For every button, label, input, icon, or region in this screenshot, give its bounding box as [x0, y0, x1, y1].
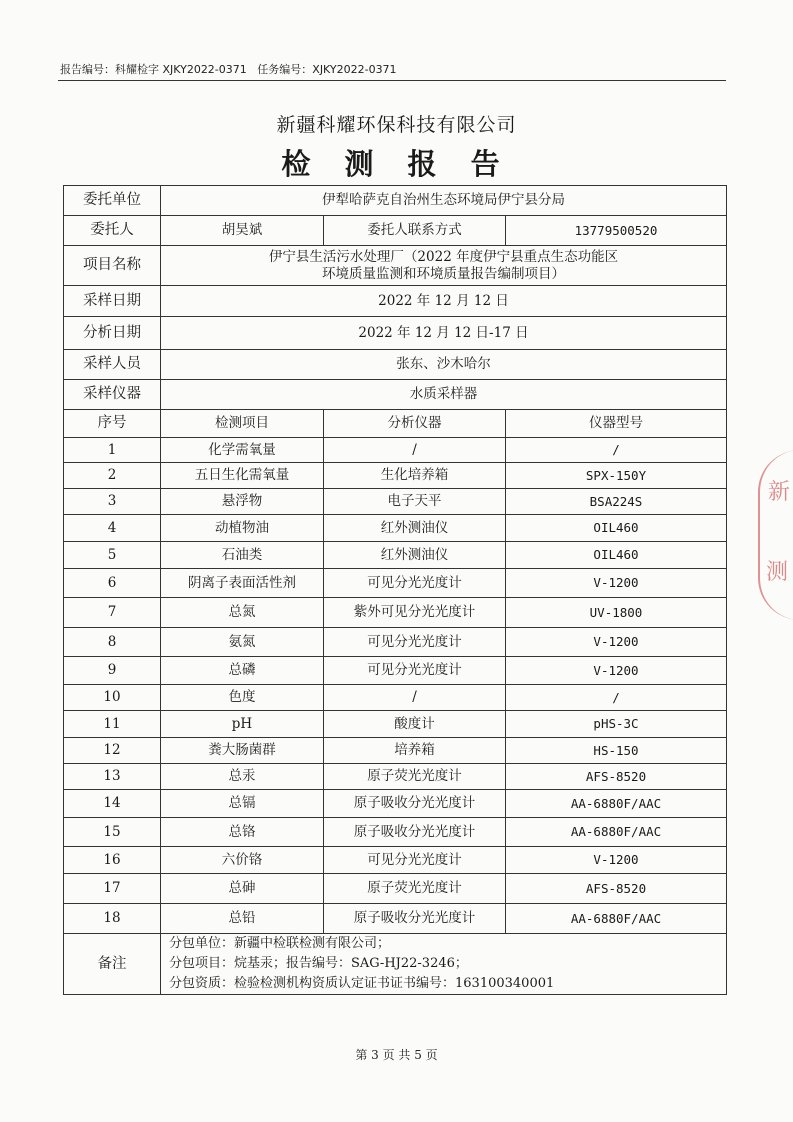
- row-instrument: /: [324, 685, 506, 711]
- table-row: [64, 711, 727, 738]
- remarks-label: 备注: [64, 934, 161, 995]
- client-label: 委托单位: [64, 186, 161, 216]
- row-instrument: 紫外可见分光光度计: [324, 598, 506, 628]
- remarks-line-1: 分包单位：新疆中检联检测有限公司；: [169, 936, 391, 951]
- table-row: [64, 818, 727, 847]
- row-number: 10: [64, 685, 161, 711]
- contact-person-label: 委托人: [64, 216, 161, 246]
- sampling-date-label: 采样日期: [64, 286, 161, 317]
- project-line-1: 伊宁县生活污水处理厂（2022 年度伊宁县重点生态功能区: [268, 248, 619, 265]
- row-instrument: 可见分光光度计: [324, 628, 506, 657]
- row-instrument: 可见分光光度计: [324, 847, 506, 874]
- row-number: 7: [64, 598, 161, 628]
- row-test-item: 总铬: [161, 818, 324, 847]
- row-number: 6: [64, 569, 161, 598]
- row-instrument: 原子荧光光度计: [324, 764, 506, 790]
- row-instrument: 酸度计: [324, 711, 506, 738]
- project-value: [161, 246, 727, 286]
- row-model: AA-6880F/AAC: [506, 904, 727, 934]
- table-row: [64, 904, 727, 934]
- row-model: SPX-150Y: [506, 463, 727, 489]
- row-model: AFS-8520: [506, 874, 727, 904]
- row-test-item: 总汞: [161, 764, 324, 790]
- row-test-item: 悬浮物: [161, 489, 324, 515]
- row-instrument: 红外测油仪: [324, 515, 506, 542]
- row-instrument: 可见分光光度计: [324, 569, 506, 598]
- row-test-item: 化学需氧量: [161, 438, 324, 463]
- row-instrument: 原子吸收分光光度计: [324, 904, 506, 934]
- task-number-label: 任务编号：: [257, 63, 313, 76]
- row-number: 15: [64, 818, 161, 847]
- row-test-item: 氨氮: [161, 628, 324, 657]
- row-instrument: 原子吸收分光光度计: [324, 818, 506, 847]
- row-test-item: 阴离子表面活性剂: [161, 569, 324, 598]
- row-model: OIL460: [506, 542, 727, 569]
- sampler-label: 采样人员: [64, 350, 161, 380]
- row-model: AA-6880F/AAC: [506, 818, 727, 847]
- analysis-date-label: 分析日期: [64, 317, 161, 350]
- column-header-no: 序号: [64, 410, 161, 438]
- row-model: V-1200: [506, 847, 727, 874]
- table-row: [64, 628, 727, 657]
- row-number: 4: [64, 515, 161, 542]
- table-row: [64, 847, 727, 874]
- table-row: [64, 569, 727, 598]
- company-name: 新疆科耀环保科技有限公司: [276, 114, 517, 136]
- row-model: HS-150: [506, 738, 727, 764]
- sampling-instrument-value: 水质采样器: [161, 380, 727, 410]
- remarks-line-3: 分包资质：检验检测机构资质认定证书证书编号：163100340001: [169, 976, 555, 992]
- row-number: 12: [64, 738, 161, 764]
- row-instrument: 培养箱: [324, 738, 506, 764]
- seal-fragment-icon: 新 测: [758, 450, 793, 620]
- table-row: [64, 685, 727, 711]
- page-number: 第 3 页 共 5 页: [355, 1048, 438, 1062]
- row-number: 14: [64, 790, 161, 818]
- sampling-instrument-label: 采样仪器: [64, 380, 161, 410]
- row-test-item: 石油类: [161, 542, 324, 569]
- contact-row: [64, 216, 727, 246]
- contact-method-label: 委托人联系方式: [324, 216, 506, 246]
- report-table: [63, 185, 727, 995]
- table-row: [64, 438, 727, 463]
- row-model: BSA224S: [506, 489, 727, 515]
- report-number: 科耀检字 XJKY2022-0371: [115, 63, 247, 76]
- row-model: OIL460: [506, 515, 727, 542]
- row-test-item: 总铅: [161, 904, 324, 934]
- row-test-item: 总磷: [161, 657, 324, 685]
- row-model: V-1200: [506, 628, 727, 657]
- contact-person-value: 胡昊斌: [161, 216, 324, 246]
- table-row: [64, 598, 727, 628]
- page-title: 检 测 报 告: [281, 147, 512, 181]
- remarks-line-2: 分包项目：烷基汞；报告编号：SAG-HJ22-3246；: [169, 956, 468, 972]
- table-row: [64, 657, 727, 685]
- row-instrument: 生化培养箱: [324, 463, 506, 489]
- row-number: 17: [64, 874, 161, 904]
- row-model: AA-6880F/AAC: [506, 790, 727, 818]
- sampler-value: 张东、沙木哈尔: [161, 350, 727, 380]
- row-test-item: 动植物油: [161, 515, 324, 542]
- sampling-date-row: [64, 286, 727, 317]
- table-row: [64, 463, 727, 489]
- client-value: 伊犁哈萨克自治州生态环境局伊宁县分局: [161, 186, 727, 216]
- row-number: 1: [64, 438, 161, 463]
- row-test-item: 总砷: [161, 874, 324, 904]
- row-instrument: 可见分光光度计: [324, 657, 506, 685]
- table-row: [64, 764, 727, 790]
- row-test-item: pH: [161, 711, 324, 738]
- task-number: XJKY2022-0371: [312, 63, 397, 76]
- sampling-date-value: 2022 年 12 月 12 日: [161, 286, 727, 317]
- row-test-item: 六价铬: [161, 847, 324, 874]
- table-row: [64, 874, 727, 904]
- row-model: UV-1800: [506, 598, 727, 628]
- column-header-item: 检测项目: [161, 410, 324, 438]
- row-model: V-1200: [506, 657, 727, 685]
- sampler-row: [64, 350, 727, 380]
- column-header-model: 仪器型号: [506, 410, 727, 438]
- table-row: [64, 542, 727, 569]
- row-number: 11: [64, 711, 161, 738]
- row-test-item: 色度: [161, 685, 324, 711]
- project-line-2: 环境质量监测和环境质量报告编制项目）: [322, 265, 565, 282]
- table-row: [64, 738, 727, 764]
- row-instrument: 原子荧光光度计: [324, 874, 506, 904]
- table-row: [64, 515, 727, 542]
- row-instrument: 原子吸收分光光度计: [324, 790, 506, 818]
- header-divider: [58, 80, 726, 81]
- row-test-item: 粪大肠菌群: [161, 738, 324, 764]
- analysis-date-value: 2022 年 12 月 12 日-17 日: [161, 317, 727, 350]
- contact-method-value: 13779500520: [506, 216, 727, 246]
- row-model: pHS-3C: [506, 711, 727, 738]
- row-number: 8: [64, 628, 161, 657]
- row-instrument: 电子天平: [324, 489, 506, 515]
- row-model: AFS-8520: [506, 764, 727, 790]
- row-test-item: 五日生化需氧量: [161, 463, 324, 489]
- table-header-row: [64, 410, 727, 438]
- project-row: [64, 246, 727, 286]
- table-row: [64, 790, 727, 818]
- column-header-instrument: 分析仪器: [324, 410, 506, 438]
- row-number: 9: [64, 657, 161, 685]
- client-row: [64, 186, 727, 216]
- analysis-date-row: [64, 317, 727, 350]
- row-test-item: 总氮: [161, 598, 324, 628]
- row-number: 2: [64, 463, 161, 489]
- row-model: /: [506, 438, 727, 463]
- row-model: /: [506, 685, 727, 711]
- row-instrument: 红外测油仪: [324, 542, 506, 569]
- row-test-item: 总镉: [161, 790, 324, 818]
- row-number: 13: [64, 764, 161, 790]
- instrument-row: [64, 380, 727, 410]
- row-number: 3: [64, 489, 161, 515]
- remarks-content: [161, 934, 727, 995]
- row-model: V-1200: [506, 569, 727, 598]
- remarks-row: [64, 934, 727, 995]
- table-row: [64, 489, 727, 515]
- row-number: 5: [64, 542, 161, 569]
- row-number: 16: [64, 847, 161, 874]
- report-header: [60, 61, 397, 77]
- row-instrument: /: [324, 438, 506, 463]
- report-number-label: 报告编号：: [60, 63, 115, 76]
- row-number: 18: [64, 904, 161, 934]
- project-label: 项目名称: [64, 246, 161, 286]
